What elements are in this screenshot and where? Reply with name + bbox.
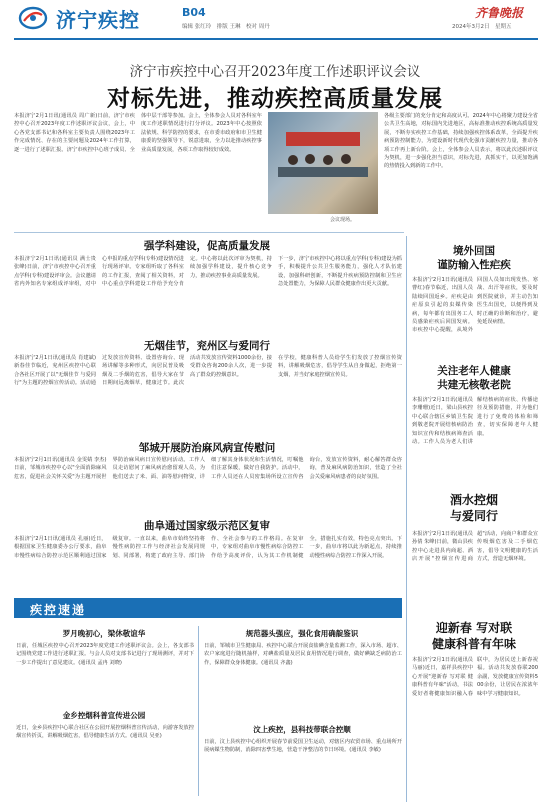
page-number: B04 (182, 6, 206, 19)
section-title: 济宁疾控 (56, 8, 140, 32)
brief-title: 规范器头强应，强化食用确靛鉴识 (245, 629, 359, 638)
brief-title: 金乡控烟科普宣传进公园 (62, 711, 146, 720)
lead-title: 对标先进，推动疾控高质量发展 (107, 85, 443, 112)
article-title: 关注老年人健康 共建无核敬老院 (437, 365, 511, 391)
article-body: 本报济宁2月1日讯(通讯员 满士贵 张峰)日前，济宁市疾控中心召开重点学科(专科)建设评审会。会议邀请省内外知名专家组成评审组，对中心申报的重点学科(专科)建设情况进行现场评审。专家组听取了各科室的工作汇报，查阅了相关资料，对中心重点学科建设工作给予充分肯定。中心将以此次评审为契机，持续加强学科建设，提升核心竞争力，推动疾控事业高质量发展。 (14, 256, 272, 288)
masthead-rule (14, 38, 538, 40)
brief-body: 近日，金乡县疾控中心联合社区在公园开展控烟科普宣传活动，向游客发放控烟宣传折页，讲解吸烟危害，倡导健康生活方式。(通讯员 吴亚) (16, 725, 194, 740)
brief-body: 日前，汶上县疾控中心组织开展春节前爱国卫生运动，对辖区内农贸市场、重点场所开展病媒生物防制，消除四害孳生地，营造干净整洁的节日环境。(通讯员 李敏) (204, 739, 402, 754)
article-title: 强学科建设，促高质量发展 (144, 240, 270, 252)
article-body: 本报济宁2月1日讯(通讯员 李珊珊)近日，梁山县疾控中心联合辖区乡镇卫生院到敬老院开展结核病防治知识宣传和结核病筛查活动。工作人员为老人们讲解结核病的症状、传播途径及预防措施，并为他们进行了免费的体检和筛查，切实保障老年人健康。 (412, 397, 538, 446)
brief-title: 罗月晚初心，梁休敬谊华 (62, 629, 146, 638)
article-title: 酒水控烟 与爱同行 (449, 493, 498, 523)
section-banner-label: 疾控速递 (30, 603, 87, 617)
article-body: 下一步，济宁市疾控中心将以重点学科(专科)建设为抓手，积极提升公共卫生服务能力，强化人才队伍建设，加强科研创新，不断提升疾病预防控制和卫生应急处置能力，为保障人民群众健康作出更大贡献。 (278, 256, 402, 288)
brief-body: 日前，任城区疾控中心召开2023年度党建工作述职评议会。会上，各支部书记围绕党建工作进行述职汇报。与会人员对支部书记进行了现场测评，并对下一步工作提出了意见建议。(通讯员 孟冉 刘晓) (16, 643, 194, 666)
brand-logo: 齐鲁晚报 (475, 6, 524, 20)
article-body: 本报济宁2月1日讯(通讯员 孔丽)近日，根据国家卫生健康委办公厅要求，曲阜市慢性病综合防控示范区顺利通过国家级复审。一直以来，曲阜市始终坚持将慢性病防控工作与经济社会发展同规划、同部署，构建了政府主导、部门协作、全社会参与的工作格局。在复审中，专家组对曲阜市慢性病综合防控工作给予高度评价，认为其工作机制健全，措施扎实有效，特色亮点突出。下一步，曲阜市将以此为新起点，持续推动慢性病综合防控工作深入开展。 (14, 536, 402, 559)
lead-body-b: 各级主要部门的充分肯定和高度认可。2024年中心将聚力建设全省公共卫生高地，对标国内先进地区，高标准推动疾控系统高质量发展，不断夯实疾控工作基础，持续加强疾控体系改革，全面提升疾病预防控制能力，为建设新时代现代化强市贡献疾控力量，推动各项工作再上新台阶。会上，全体参会人员表示，将以此次述职评议为契机，进一步强化担当意识，对标先进，真抓实干，以更加饱满的热情投入到新的工作中。 (384, 113, 538, 170)
article-body: 本报济宁2月1日讯(通讯员 马丽)近日，嘉祥县疾控中心开展"迎新春 写对联 健康科普有年味"活动，书法爱好者将健康知识融入春联中，为居民送上新春祝福。活动共发放春联200余副，发放健康宣传资料500余份，让居民在浓浓年味中学习健康知识。 (412, 657, 538, 697)
lead-rule (14, 232, 404, 233)
article-title: 曲阜通过国家级示范区复审 (144, 520, 270, 532)
column-divider (406, 236, 407, 802)
article-body: 本报济宁2月1日讯(通讯员 肖建斌)新春佳节临近，兖州区疾控中心联合各社区开展了以"无烟佳节 与爱同行"为主题的控烟宣传活动。活动通过发放宣传资料、设置咨询台、现场讲解等多种形式，向居民普及吸烟及二手烟的危害，倡导大家在节日期间远离烟草，健康过节。此次活动共发放宣传资料1000余份，接受群众咨询200余人次，进一步提高了群众的控烟意识。 (14, 355, 272, 387)
article-title: 境外回国 谨防输入性疟疾 (437, 245, 511, 271)
article-title: 迎新春 写对联 健康科普有年味 (431, 621, 516, 651)
issue-date: 2024年3月2日 星期五 (452, 24, 512, 30)
masthead (0, 0, 550, 38)
article-title: 邹城开展防治麻风病宣传慰问 (138, 442, 276, 454)
lead-body-a: 本报济宁2月1日讯(通讯员 周广新)日前，济宁市疾控中心召开2023年度工作述职评议会议，会上，中心各党支部书记和各科室主要负责人围绕2023年工作完成情况、存在的主要问题及2024年工作打算，逐一进行了述职汇报。济宁市疾控中心班子成员、全体中层干部等参加。会上，全体参会人员对各科室年度工作述职情况进行打分评议。2023年中心按照依法依规、科学防控的要求，在市委市政府和市卫生健康委的坚强领导下，锐意进取，全力以赴推动疾控事业高质量发展，各项工作取得较好成效。 (14, 113, 262, 153)
lead-photo (268, 112, 378, 214)
lead-photo-caption: 会议现场。 (330, 217, 356, 223)
article-body: 本报济宁2月1日讯(通讯员 曹红)春节临近，出国人员陆续回国返乡。疟疾是由疟原虫引起的虫媒传染病，每年都有出国务工人员感染疟疾后回国发病。市疾控中心提醒，从境外回国人员如出现发热、寒战、出汗等症状，要及时到医院就诊，并主动告知医生出国史，以便得到及时正确的诊断和治疗，避免延误病情。 (412, 277, 538, 334)
brief-title: 汶上疾控，县科技带联合控顺 (253, 725, 351, 734)
article-body: 在学校，健康科普人员给学生们发放了控烟宣传资料，讲解吸烟危害，倡导学生从自身做起，拒绝第一支烟，并当好家庭控烟宣传员。 (278, 355, 402, 378)
brief-divider (198, 626, 199, 796)
staff-line: 编辑 张红玲 排版 王琳 校对 周丹 (182, 24, 270, 30)
lead-kicker: 济宁市疾控中心召开2023年度工作述职评议会议 (129, 64, 421, 80)
article-title: 无烟佳节，兖州区与爱同行 (144, 340, 270, 352)
article-body: 本报济宁2月1日讯(通讯员 孙倩 朱峰)日前，微山县疾控中心走进县内商超、酒店开展"控烟宣传进商超"活动，向商户和群众宣传吸烟危害及二手烟危害，倡导文明健康的生活方式，营造无烟环境。 (412, 531, 538, 563)
brief-body: 日前，邹城市卫生健康局、疾控中心联合开展食盐碘含量监测工作，深入市场、超市、农户家庭进行随机抽样，对碘盐质量及居民食用情况进行调查，做好碘缺乏病防治工作，保障群众身体健康。(通讯员 齐鑫) (204, 643, 402, 666)
article-body: 本报济宁2月1日讯(通讯员 金雯婧 李杰)日前，邹城市疾控中心以"全面消除麻风危害，促进社会关怀关爱"为主题开展世界防治麻风病日宣传慰问活动。工作人员走访慰问了麻风病治愈留观人员，为他们送去了米、面、油等慰问物资，详细了解其身体状况和生活情况，叮嘱他们注意保暖，做好自我防护。活动中，工作人员还在人员密集场所设立宣传咨询台，发放宣传资料，耐心解答群众咨询，普及麻风病防治知识，营造了全社会关爱麻风病患者的良好氛围。 (14, 457, 402, 480)
logo-icon (18, 5, 48, 31)
